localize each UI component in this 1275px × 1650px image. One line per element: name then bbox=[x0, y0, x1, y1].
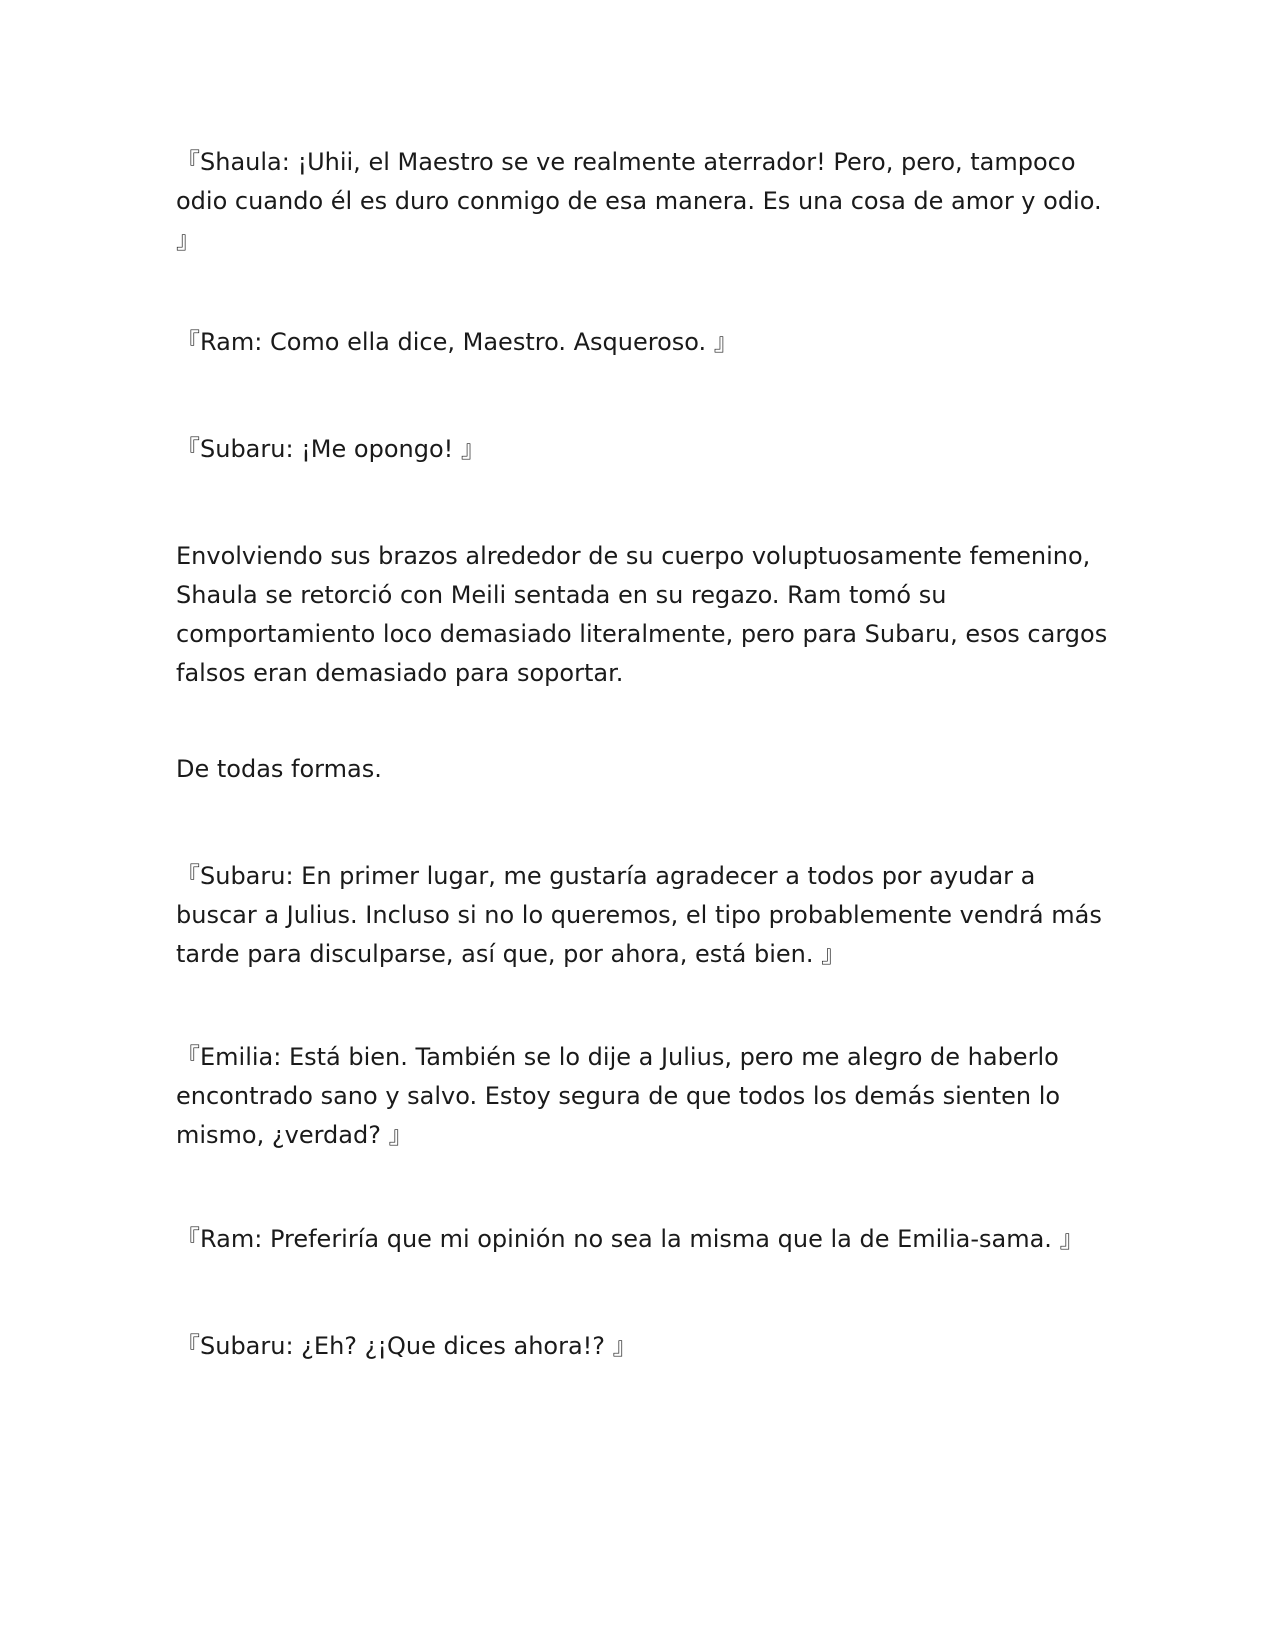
dialogue-paragraph-ram: 『Ram: Como ella dice, Maestro. Asqueroso. 』 bbox=[176, 328, 738, 356]
dialogue-paragraph-ram: 『Ram: Preferiría que mi opinión no sea la misma que la de Emilia-sama. 』 bbox=[176, 1225, 1084, 1253]
dialogue-paragraph-subaru: 『Subaru: ¡Me opongo! 』 bbox=[176, 435, 485, 463]
narration-paragraph: De todas formas. bbox=[176, 755, 382, 783]
dialogue-paragraph-subaru: 『Subaru: En primer lugar, me gustaría agradecer a todos por ayudar a buscar a Julius. Incluso si no lo queremos, el tipo probablemente vendrá más tarde para disculparse, así que, por ahora, está bien. 』 bbox=[176, 862, 1102, 968]
dialogue-paragraph-subaru: 『Subaru: ¿Eh? ¿¡Que dices ahora!? 』 bbox=[176, 1332, 637, 1360]
narration-paragraph: Envolviendo sus brazos alrededor de su cuerpo voluptuosamente femenino, Shaula se retorció con Meili sentada en su regazo. Ram tomó su comportamiento loco demasiado literalmente, pero para Subaru, esos cargos falsos eran demasiado para soportar. bbox=[176, 542, 1108, 687]
dialogue-paragraph-shaula: 『Shaula: ¡Uhii, el Maestro se ve realmente aterrador! Pero, pero, tampoco odio cuando él es duro conmigo de esa manera. Es una cosa de amor y odio. 』 bbox=[176, 148, 1102, 254]
dialogue-paragraph-emilia: 『Emilia: Está bien. También se lo dije a Julius, pero me alegro de haberlo encontrado sano y salvo. Estoy segura de que todos los demás sienten lo mismo, ¿verdad? 』 bbox=[176, 1043, 1061, 1149]
